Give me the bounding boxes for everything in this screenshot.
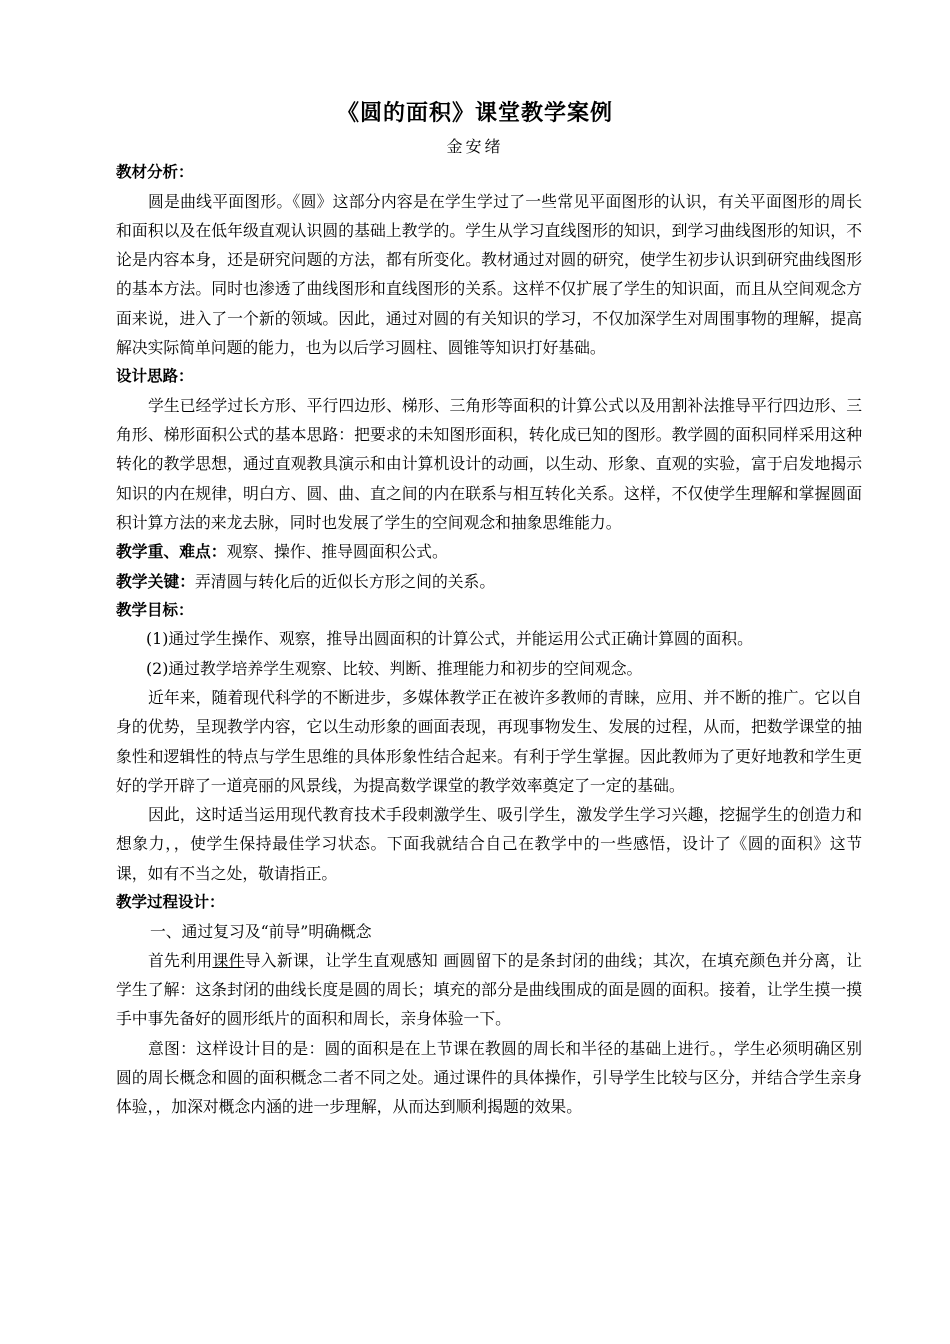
section-heading-design: 设计思路： [116, 367, 194, 386]
courseware-link[interactable]: 课件 [212, 950, 245, 970]
focus-line [116, 537, 862, 566]
step-1-post: 导入新课，让学生直观感知 画圆留下的是条封闭的曲线；其次，在填充颜色并分离，让学生了解：这条封闭的曲线长度是圆的周长；填充的部分是曲线围成的面是圆的面积。接着，让学生摸一摸手中事先备好的圆形纸片的面积和周长，亲身体验一下。 [116, 950, 862, 1029]
step-heading-1: 一、通过复习及“前导”明确概念 [150, 921, 372, 941]
paragraph-recent: 近年来，随着现代科学的不断进步，多媒体教学正在被许多教师的青睐，应用、并不断的推广。它以自身的优势，呈现教学内容，它以生动形象的画面表现，再现事物发生、发展的过程，从而，把数学课堂的抽象性和逻辑性的特点与学生思维的具体形象性结合起来。有利于学生掌握。因此教师为了更好地教和学生更好的学开辟了一道亮丽的风景线，为提高数学课堂的教学效率奠定了一定的基础。 [116, 687, 862, 795]
key-value: 弄清圆与转化后的近似长方形之间的关系。 [195, 571, 496, 591]
paragraph-analysis: 圆是曲线平面图形。《圆》这部分内容是在学生学过了一些常见平面图形的认识，有关平面图形的周长和面积以及在低年级直观认识圆的基础上教学的。学生从学习直线图形的知识，到学习曲线图形的知识，不论是内容本身，还是研究问题的方法，都有所变化。教材通过对圆的研究，使学生初步认识到研究曲线图形的基本方法。同时也渗透了曲线图形和直线图形的关系。这样不仅扩展了学生的知识面，而且从空间观念方面来说，进入了一个新的领域。因此，通过对圆的有关知识的学习，不仅加深学生对周围事物的理解，提高解决实际简单问题的能力，也为以后学习圆柱、圆锥等知识打好基础。 [116, 191, 862, 357]
section-heading-process: 教学过程设计： [116, 893, 225, 912]
paragraph-design: 学生已经学过长方形、平行四边形、梯形、三角形等面积的计算公式以及用割补法推导平行四边形、三角形、梯形面积公式的基本思路：把要求的未知图形面积，转化成已知的图形。教学圆的面积同样采用这种转化的教学思想，通过直观教具演示和由计算机设计的动画，以生动、形象、直观的实验，富于启发地揭示知识的内在规律，明白方、圆、曲、直之间的内在联系与相互转化关系。这样，不仅使学生理解和掌握圆面积计算方法的来龙去脉，同时也发展了学生的空间观念和抽象思维能力。 [116, 395, 862, 532]
paragraph-therefore: 因此，这时适当运用现代教育技术手段刺激学生、吸引学生，激发学生学习兴趣，挖掘学生的创造力和想象力，，使学生保持最佳学习状态。下面我就结合自己在教学中的一些感悟，设计了《圆的面积》这节课，如有不当之处，敬请指正。 [116, 805, 862, 883]
document-body [116, 158, 862, 1122]
document-author: 金安绪 [446, 137, 504, 156]
document-title: 《圆的面积》课堂教学案例 [336, 101, 613, 126]
paragraph-intent: 意图：这样设计目的是：圆的面积是在上节课在教圆的周长和半径的基础上进行。，学生必须明确区别圆的周长概念和圆的面积概念二者不同之处。通过课件的具体操作，引导学生比较与区分，并结合学生亲身体验，，加深对概念内涵的进一步理解，从而达到顺利揭题的效果。 [116, 1038, 862, 1117]
key-line [116, 567, 862, 596]
paragraph-step-1 [116, 946, 862, 1034]
key-label: 教学关键： [116, 571, 195, 591]
section-heading-analysis: 教材分析： [116, 163, 194, 181]
goal-item-2: (2)通过教学培养学生观察、比较、判断、推理能力和初步的空间观念。 [146, 658, 643, 678]
goal-item-1: (1)通过学生操作、观察，推导出圆面积的计算公式，并能运用公式正确计算圆的面积。 [146, 629, 753, 649]
focus-value: 观察、操作、推导圆面积公式。 [226, 542, 448, 562]
step-1-pre: 首先利用 [148, 950, 213, 970]
section-heading-goals: 教学目标： [116, 600, 194, 619]
focus-label: 教学重、难点： [116, 542, 227, 562]
